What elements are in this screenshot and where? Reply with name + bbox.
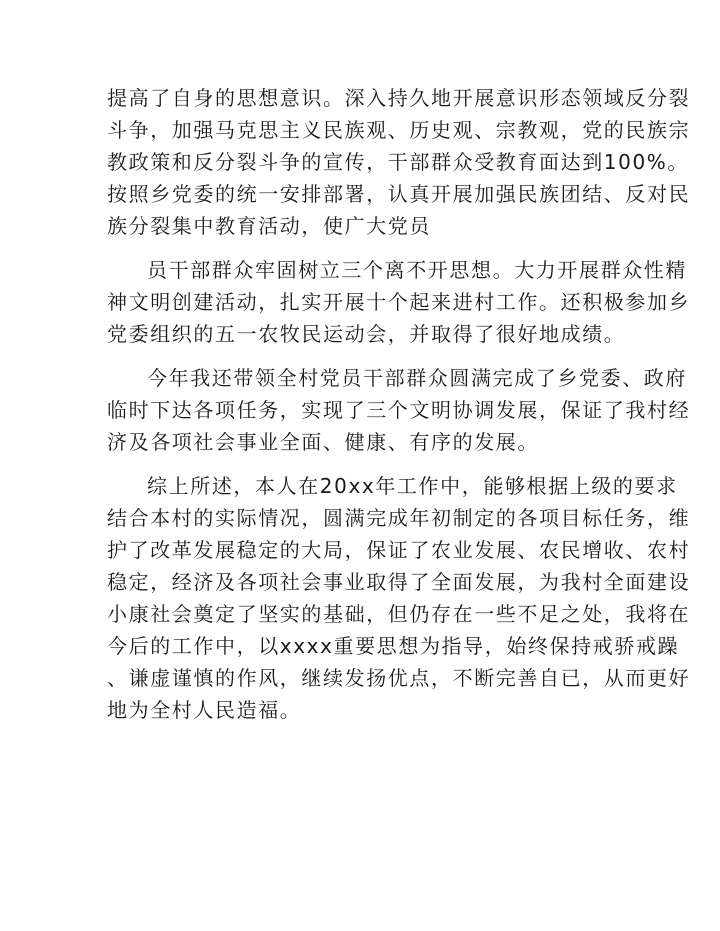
text-line: 护了改革发展稳定的大局，保证了农业发展、农民增收、农村 <box>107 538 691 562</box>
document-body <box>107 82 691 726</box>
text-line: 地为全村人民造福。 <box>107 698 302 722</box>
text-line: 临时下达各项任务，实现了三个文明协调发展，保证了我村经 <box>107 398 691 422</box>
text-line: 族分裂集中教育活动，使广大党员 <box>107 214 431 238</box>
text-line: 综上所述，本人在20xx年工作中，能够根据上级的要求 <box>147 474 678 498</box>
paragraph-2 <box>107 254 691 350</box>
text-line: 小康社会奠定了坚实的基础，但仍存在一些不足之处，我将在 <box>107 602 691 626</box>
text-line: 提高了自身的思想意识。深入持久地开展意识形态领域反分裂 <box>107 86 691 110</box>
paragraph-3 <box>107 362 691 458</box>
text-line: 稳定，经济及各项社会事业取得了全面发展，为我村全面建设 <box>107 570 691 594</box>
text-line: 党委组织的五一农牧民运动会，并取得了很好地成绩。 <box>107 322 626 346</box>
text-line: 神文明创建活动，扎实开展十个起来进村工作。还积极参加乡 <box>107 290 691 314</box>
paragraph-1 <box>107 82 691 242</box>
text-line: 今年我还带领全村党员干部群众圆满完成了乡党委、政府 <box>147 366 687 390</box>
paragraph-4 <box>107 470 691 726</box>
text-line: 结合本村的实际情况，圆满完成年初制定的各项目标任务，维 <box>107 506 691 530</box>
text-line: 员干部群众牢固树立三个离不开思想。大力开展群众性精 <box>147 258 687 282</box>
text-line: 斗争，加强马克思主义民族观、历史观、宗教观，党的民族宗 <box>107 118 691 142</box>
text-line: 教政策和反分裂斗争的宣传，干部群众受教育面达到100%。 <box>107 150 689 174</box>
text-line: 、谦虚谨慎的作风，继续发扬优点，不断完善自已，从而更好 <box>107 666 691 690</box>
text-line: 按照乡党委的统一安排部署，认真开展加强民族团结、反对民 <box>107 182 691 206</box>
text-line: 济及各项社会事业全面、健康、有序的发展。 <box>107 430 539 454</box>
text-line: 今后的工作中，以xxxx重要思想为指导，始终保持戒骄戒躁 <box>107 634 680 658</box>
